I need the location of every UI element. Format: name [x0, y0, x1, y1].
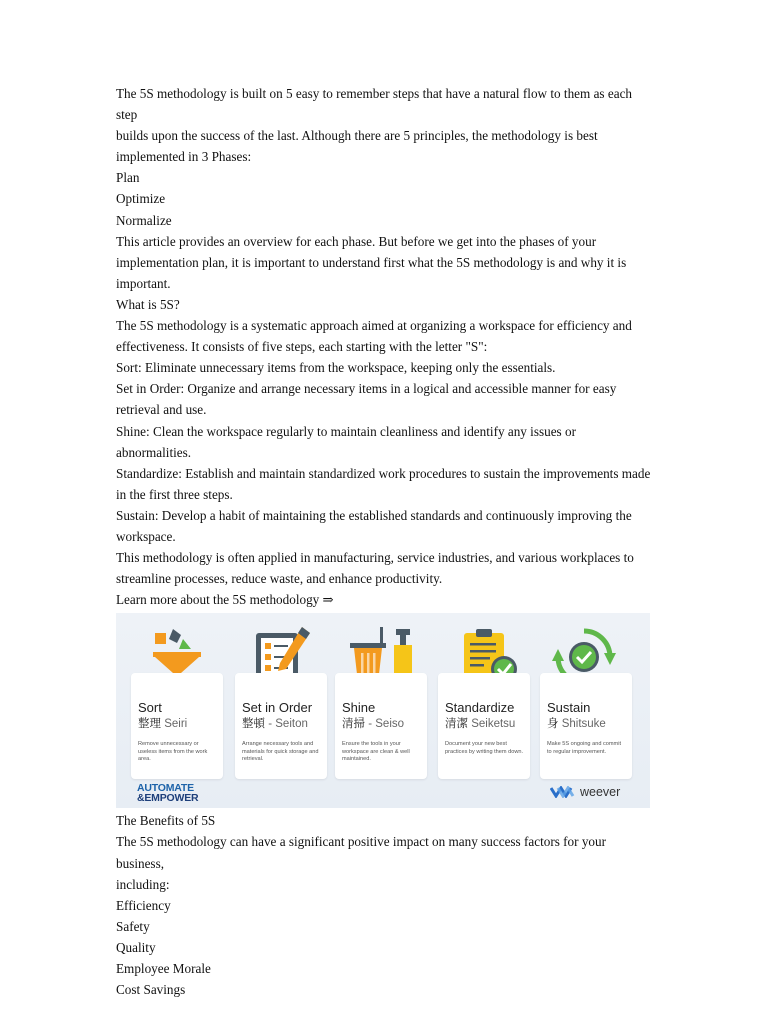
card-description: Make 5S ongoing and commit to regular improvement. [547, 741, 622, 755]
benefits-intro-line: The 5S methodology can have a significant positive impact on many success factors for your business, [116, 834, 607, 871]
card-japanese: 整理 Seiri [138, 718, 188, 731]
card-title: Set in Order [242, 700, 313, 716]
5s-infographic [116, 613, 650, 808]
card-title: Sort [138, 700, 162, 716]
benefits-intro-line: including: [116, 876, 170, 892]
card-shine [335, 673, 427, 779]
automate-empower-logo: AUTOMATE &EMPOWER [137, 782, 199, 804]
document-body [116, 83, 652, 1000]
card-description: Remove unnecessary or useless items from the work area. [138, 741, 208, 762]
step-shine: Shine: Clean the workspace regularly to maintain cleanliness and identify any issues or abnormalities. [116, 423, 576, 460]
step-standardize: Standardize: Establish and maintain standardized work procedures to sustain the improvements made [116, 465, 651, 481]
definition-line: effectiveness. It consists of five steps, each starting with the letter "S": [116, 339, 488, 355]
learn-more-link[interactable]: Learn more about the 5S methodology ⇒ [116, 592, 334, 608]
section-heading-what-is-5s: What is 5S? [116, 296, 180, 312]
application-line: streamline processes, reduce waste, and enhance productivity. [116, 571, 443, 587]
step-sort: Sort: Eliminate unnecessary items from the workspace, keeping only the essentials. [116, 360, 556, 376]
benefit-item: Efficiency [116, 897, 171, 913]
overview-line: implementation plan, it is important to understand first what the 5S methodology is and why it is [116, 254, 627, 270]
card-japanese: 身 Shitsuke [547, 718, 606, 731]
benefit-item: Safety [116, 918, 150, 934]
step-sustain: Sustain: Develop a habit of maintaining the established standards and continuously improving the [116, 507, 632, 523]
card-japanese: 整頓 - Seiton [242, 718, 308, 731]
weever-logo: weever [550, 785, 620, 799]
step-set-in-order: Set in Order: Organize and arrange necessary items in a logical and accessible manner for easy [116, 381, 617, 397]
application-line: This methodology is often applied in manufacturing, service industries, and various workplaces to [116, 550, 634, 566]
benefit-item: Employee Morale [116, 961, 211, 976]
phase-item: Plan [116, 170, 140, 186]
benefit-item: Quality [116, 939, 156, 955]
card-title: Shine [342, 700, 376, 716]
step-set-in-order-cont: retrieval and use. [116, 402, 207, 418]
intro-line: implemented in 3 Phases: [116, 149, 252, 165]
overview-line: This article provides an overview for each phase. But before we get into the phases of your [116, 233, 597, 249]
card-set-in-order [235, 673, 327, 779]
card-sort [131, 673, 223, 779]
card-title: Standardize [445, 700, 515, 716]
benefit-item: Cost Savings [116, 982, 186, 998]
card-japanese: 清掃 - Seiso [342, 718, 405, 731]
phase-item: Optimize [116, 191, 166, 207]
intro-line: builds upon the success of the last. Although there are 5 principles, the methodology is best [116, 128, 598, 144]
card-description: Ensure the tools in your workspace are clean & well maintained. [342, 741, 410, 762]
step-sustain-cont: workspace. [116, 528, 176, 544]
card-description: Arrange necessary tools and materials for quick storage and retrieval. [242, 741, 319, 762]
overview-line: important. [116, 275, 171, 291]
weever-mark-icon [550, 786, 576, 798]
card-japanese: 清潔 Seiketsu [445, 718, 516, 731]
section-heading-benefits: The Benefits of 5S [116, 813, 216, 829]
definition-line: The 5S methodology is a systematic approach aimed at organizing a workspace for efficiency and [116, 318, 632, 334]
card-description: Document your new best practices by writing them down. [445, 741, 524, 755]
card-standardize [438, 673, 530, 779]
card-sustain [540, 673, 632, 779]
phase-item: Normalize [116, 212, 172, 228]
card-title: Sustain [547, 700, 591, 716]
step-standardize-cont: in the first three steps. [116, 486, 233, 502]
intro-line: The 5S methodology is built on 5 easy to remember steps that have a natural flow to them as each step [116, 86, 633, 123]
